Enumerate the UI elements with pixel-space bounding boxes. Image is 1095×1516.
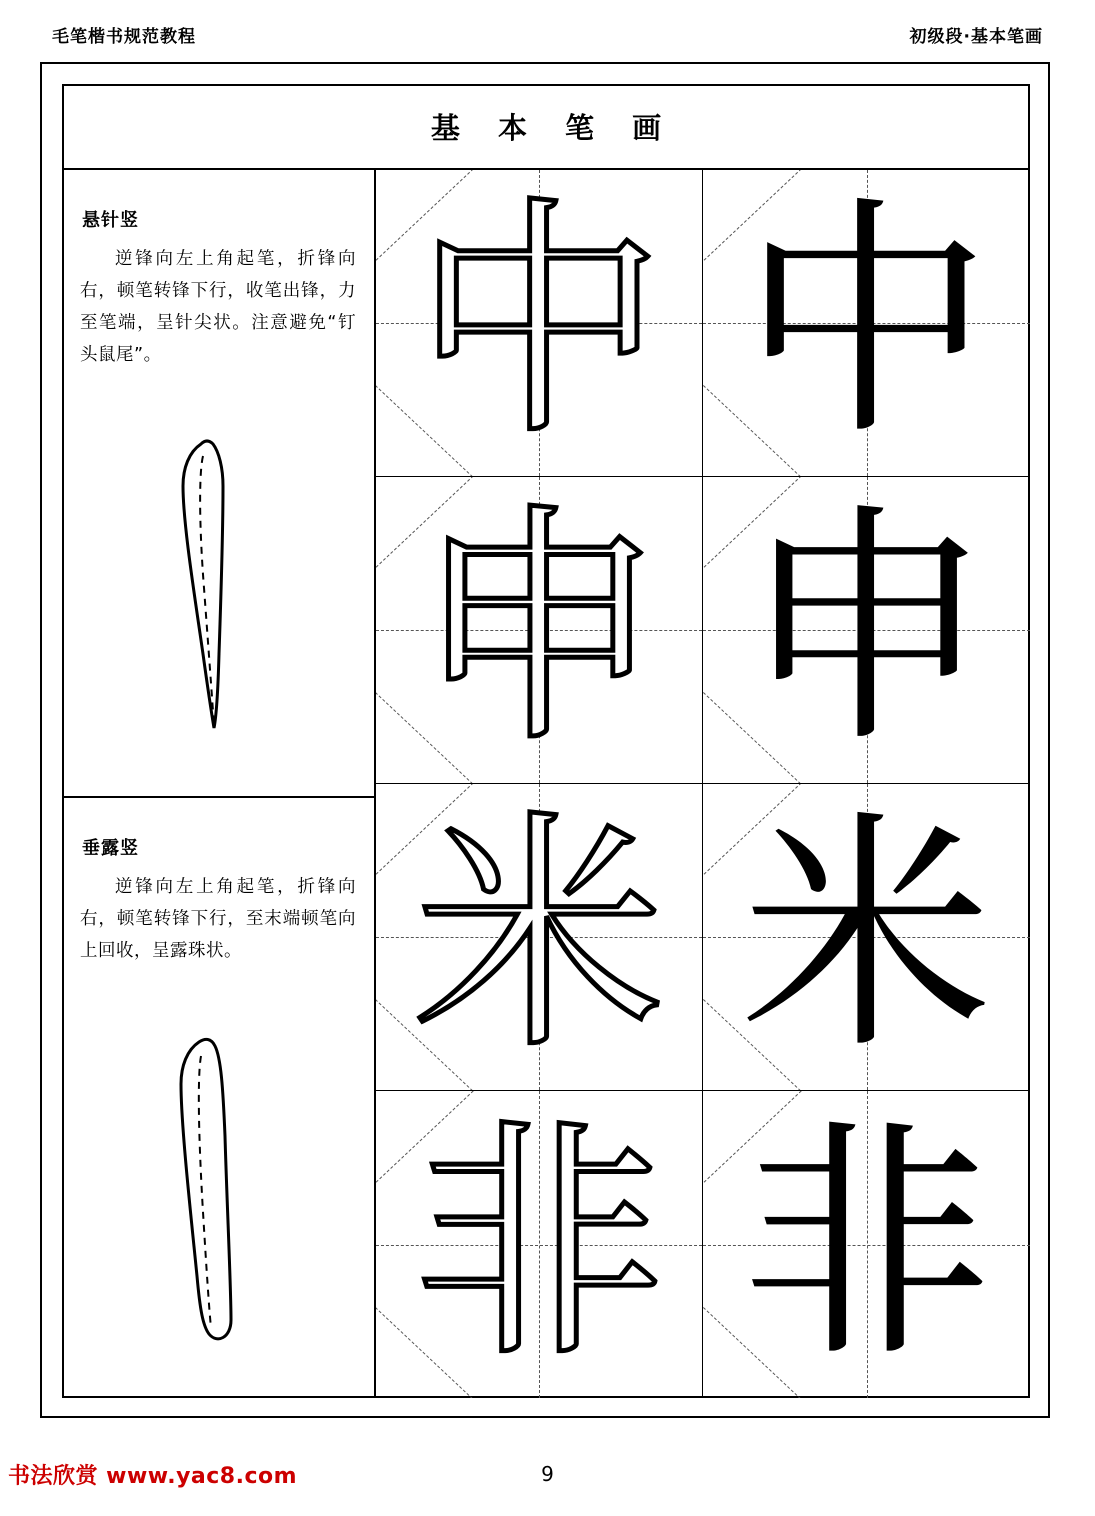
character-outline: 非	[412, 1097, 665, 1391]
lesson-block-1	[62, 170, 374, 798]
character-solid: 申	[740, 483, 993, 776]
lesson-2-heading: 垂露竖	[82, 838, 139, 859]
grid-cell-outline-4	[376, 1091, 703, 1398]
running-head-left: 毛笔楷书规范教程	[52, 27, 196, 47]
character-solid: 中	[740, 176, 993, 469]
section-title-bar	[62, 84, 1030, 170]
grid-cell-solid-4	[703, 1091, 1030, 1398]
grid-cell-outline-1	[376, 170, 703, 477]
character-outline: 申	[412, 483, 665, 776]
running-head	[0, 22, 1095, 56]
instruction-column	[62, 170, 376, 1398]
character-solid: 米	[740, 790, 993, 1083]
grid-cell-solid-3	[703, 784, 1030, 1091]
lesson-2-text: 逆锋向左上角起笔，折锋向右，顿笔转锋下行，至末端顿笔向上回收，呈露珠状。	[80, 877, 356, 961]
grid-cell-outline-2	[376, 477, 703, 784]
grid-cell-outline-3	[376, 784, 703, 1091]
page-title: 基 本 笔 画	[430, 110, 676, 145]
character-outline: 米	[412, 790, 665, 1083]
grid-cell-solid-1	[703, 170, 1030, 477]
suspended-needle-vertical-stroke-diagram	[62, 428, 374, 748]
lesson-block-2	[62, 798, 374, 1398]
lesson-1-heading: 悬针竖	[82, 210, 139, 231]
character-outline: 中	[412, 176, 665, 469]
character-solid: 非	[740, 1097, 993, 1391]
grid-cell-solid-2	[703, 477, 1030, 784]
site-watermark: 书法欣赏 www.yac8.com	[8, 1464, 298, 1489]
character-practice-grid	[376, 170, 1030, 1398]
lesson-1-text: 逆锋向左上角起笔，折锋向右，顿笔转锋下行，收笔出锋，力至笔端，呈针尖状。注意避免“钉头鼠尾”。	[80, 249, 356, 365]
running-head-right: 初级段·基本笔画	[909, 27, 1043, 47]
hanging-dew-vertical-stroke-diagram	[62, 1026, 374, 1366]
page-number: 9	[541, 1462, 554, 1486]
